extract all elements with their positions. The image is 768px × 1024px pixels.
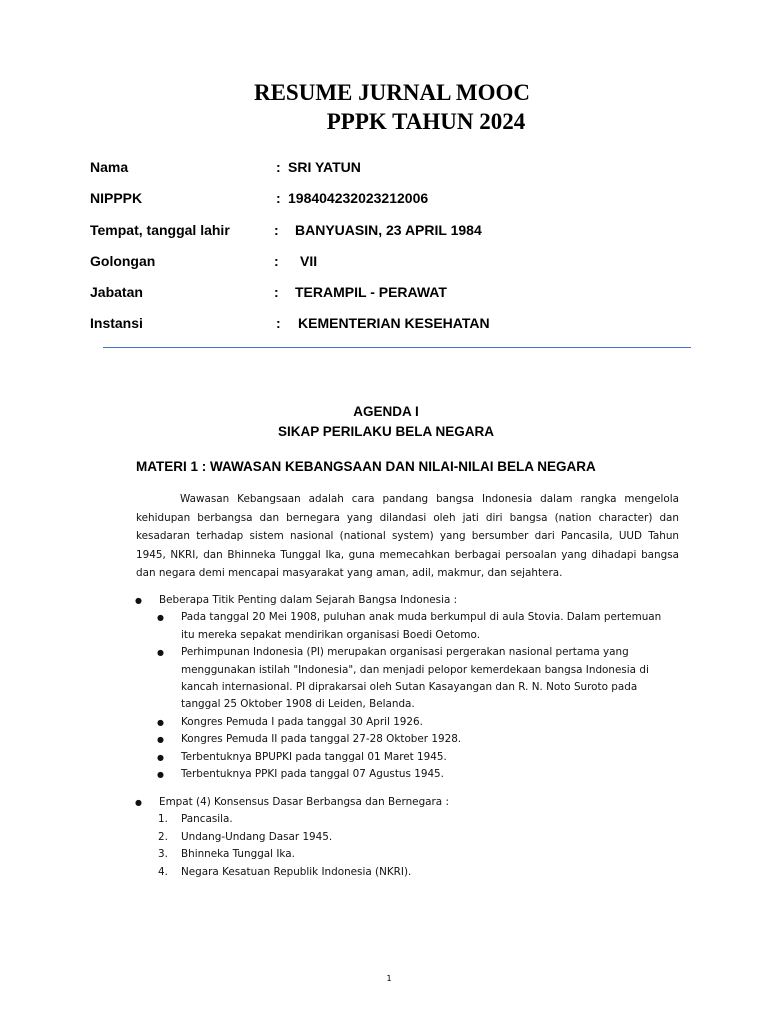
identity-value: SRI YATUN	[288, 159, 361, 175]
identity-label: Tempat, tanggal lahir	[90, 222, 230, 238]
list-item	[158, 846, 671, 863]
agenda-title: AGENDA I	[353, 404, 419, 419]
konsensus-list	[159, 794, 679, 881]
list-item: ● Terbentuknya PPKI pada tanggal 07 Agustus 1945.	[181, 766, 671, 783]
list-item: ● Terbentuknya BPUPKI pada tanggal 01 Maret 1945.	[181, 749, 671, 766]
list-number: 3.	[158, 848, 168, 861]
document-title: RESUME JURNAL MOOC	[253, 80, 530, 105]
list-text: Pancasila.	[181, 813, 233, 826]
document-subtitle: PPPK TAHUN 2024	[326, 109, 526, 134]
page-number: 1	[386, 974, 392, 983]
sejarah-heading: Beberapa Titik Penting dalam Sejarah Bangsa Indonesia :	[159, 594, 458, 606]
identity-value: 198404232023212006	[288, 190, 429, 206]
konsensus-heading: Empat (4) Konsensus Dasar Berbangsa dan Bernegara :	[159, 796, 449, 808]
list-number: 2.	[158, 830, 168, 843]
materi-heading: MATERI 1 : WAWASAN KEBANGSAAN DAN NILAI-NILAI BELA NEGARA	[136, 459, 596, 474]
list-item: ● Pada tanggal 20 Mei 1908, puluhan anak muda berkumpul di aula Stovia. Dalam pertemuan itu mereka sepakat mendirikan organisasi Boedi Oetomo.	[181, 609, 671, 644]
list-number: 4.	[158, 865, 168, 878]
list-item: ● Kongres Pemuda II pada tanggal 27-28 Oktober 1928.	[181, 731, 671, 748]
identity-colon: :	[274, 253, 279, 269]
konsensus-numbered-list	[158, 811, 671, 881]
list-item	[158, 864, 671, 881]
identity-colon: :	[274, 222, 279, 238]
materi-paragraph: Wawasan Kebangsaan adalah cara pandang bangsa Indonesia dalam rangka mengelola kehidupan berbangsa dan bernegara yang dilandasi oleh jati diri bangsa (nation character) dan kesadaran terhadap sistem nasional (national system) yang bersumber dari Pancasila, UUD Tahun 1945, NKRI, dan Bhinneka Tunggal Ika, guna memecahkan berbagai persoalan yang dihadapi bangsa dan negara demi mencapai masyarakat yang aman, adil, makmur, dan sejahtera.	[136, 493, 679, 580]
header-divider	[103, 347, 691, 348]
list-item	[158, 811, 671, 828]
identity-value: TERAMPIL - PERAWAT	[295, 284, 447, 300]
list-item	[159, 794, 679, 881]
agenda-subtitle: SIKAP PERILAKU BELA NEGARA	[277, 424, 495, 439]
list-item: ● Kongres Pemuda I pada tanggal 30 April 1926.	[181, 714, 671, 731]
identity-colon: :	[276, 159, 281, 175]
identity-value: VII	[300, 253, 318, 269]
identity-colon: :	[276, 190, 281, 206]
sejarah-sublist	[181, 609, 671, 783]
list-text: Negara Kesatuan Republik Indonesia (NKRI).	[181, 865, 412, 878]
list-number: 1.	[158, 813, 168, 826]
identity-label: Instansi	[90, 315, 143, 331]
identity-value: KEMENTERIAN KESEHATAN	[298, 315, 490, 331]
identity-colon: :	[274, 284, 279, 300]
identity-colon: :	[276, 315, 281, 331]
list-text: Bhinneka Tunggal Ika.	[181, 848, 295, 861]
list-item: ● Perhimpunan Indonesia (PI) merupakan organisasi pergerakan nasional pertama yang menggunakan istilah "Indonesia", dan menjadi pelopor kemerdekaan bangsa Indonesia di kancah internasional. PI diprakarsai oleh Sutan Kasayangan dan R. N. Noto Suroto pada tanggal 25 Oktober 1908 di Leiden, Belanda.	[181, 644, 671, 714]
identity-label: Nama	[90, 159, 129, 175]
identity-label: Jabatan	[90, 284, 143, 300]
list-text: Undang-Undang Dasar 1945.	[181, 830, 333, 843]
identity-label: NIPPPK	[90, 190, 143, 206]
sejarah-list	[159, 592, 679, 783]
identity-value: BANYUASIN, 23 APRIL 1984	[295, 222, 482, 238]
identity-label: Golongan	[90, 253, 156, 269]
list-item	[159, 592, 679, 783]
list-item	[158, 829, 671, 846]
